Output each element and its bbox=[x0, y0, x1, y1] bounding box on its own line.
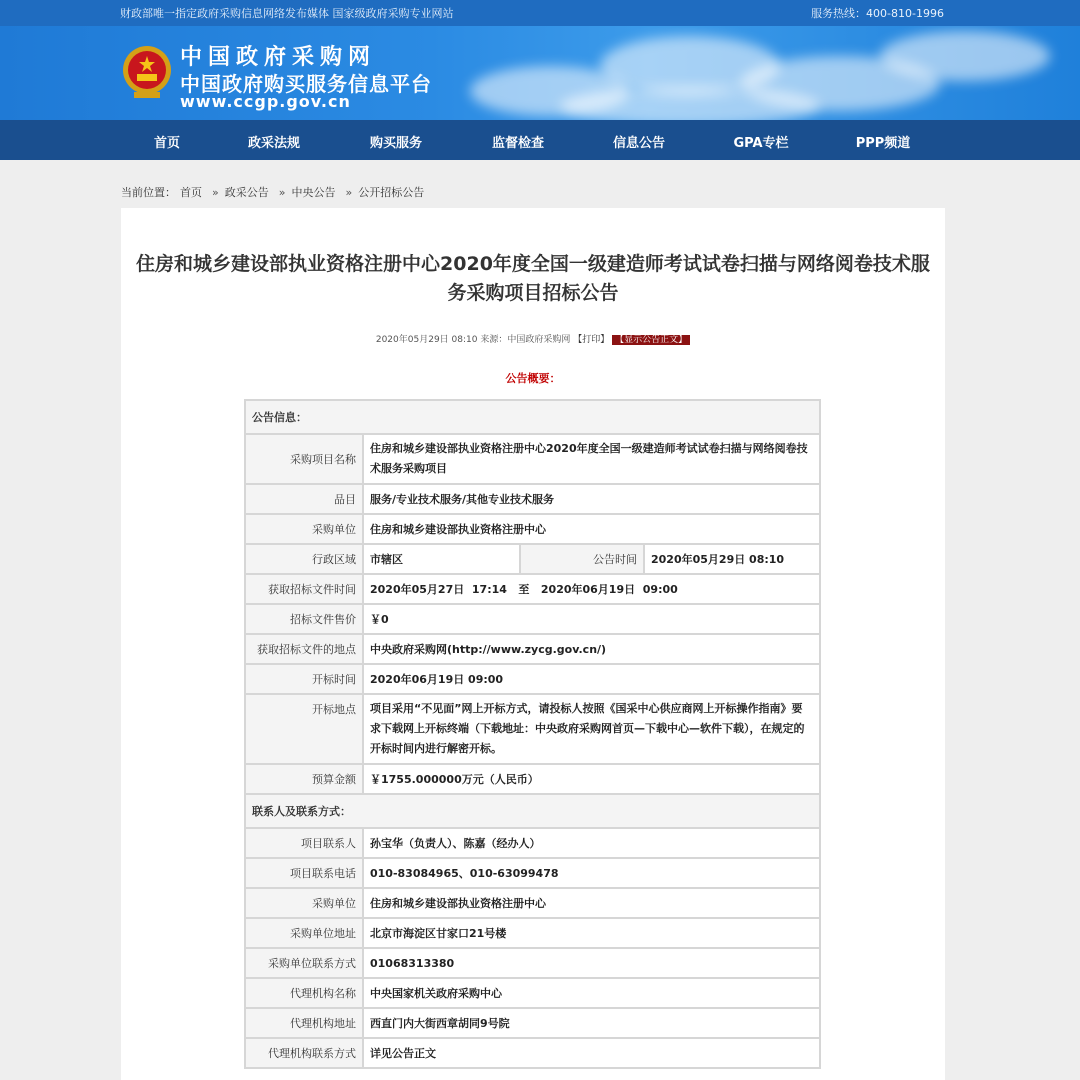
doc-price-value: ￥0 bbox=[363, 604, 820, 634]
contact-phone-value: 010-83084965、010-63099478 bbox=[363, 858, 820, 888]
doc-place-value[interactable]: 中央政府采购网(http://www.zycg.gov.cn/) bbox=[363, 634, 820, 664]
table-row bbox=[245, 978, 820, 1008]
field-label: 采购单位 bbox=[245, 514, 363, 544]
table-row bbox=[245, 828, 820, 858]
open-time-value: 2020年06月19日 09:00 bbox=[363, 664, 820, 694]
table-row bbox=[245, 664, 820, 694]
field-label: 开标时间 bbox=[245, 664, 363, 694]
nav-purchase-services[interactable]: 购买服务 bbox=[369, 136, 423, 151]
site-tagline: 财政部唯一指定政府采购信息网络发布媒体 国家级政府采购专业网站 bbox=[120, 7, 454, 20]
table-row bbox=[245, 604, 820, 634]
logo-title: 中国政府采购网 bbox=[180, 45, 377, 70]
article-title: 住房和城乡建设部执业资格注册中心2020年度全国一级建造师考试试卷扫描与网络阅卷技术服务采购项目招标公告 bbox=[136, 253, 930, 304]
nav-supervision[interactable]: 监督检查 bbox=[491, 136, 545, 151]
field-label: 采购项目名称 bbox=[245, 434, 363, 484]
logo-url: www.ccgp.gov.cn bbox=[180, 92, 351, 111]
purchaser-address-value: 北京市海淀区甘家口21号楼 bbox=[363, 918, 820, 948]
field-label: 开标地点 bbox=[245, 694, 363, 764]
table-row bbox=[245, 888, 820, 918]
table-row bbox=[245, 764, 820, 794]
category-value: 服务/专业技术服务/其他专业技术服务 bbox=[363, 484, 820, 514]
section-announcement-info: 公告信息： bbox=[245, 400, 820, 434]
open-place-value: 项目采用“不见面”网上开标方式，请投标人按照《国采中心供应商网上开标操作指南》要求下载网上开标终端（下载地址：中央政府采购网首页—下载中心—软件下载），在规定的开标时间内进行解密开标。 bbox=[363, 694, 820, 764]
announcement-summary-table bbox=[244, 399, 821, 1069]
table-row bbox=[245, 1008, 820, 1038]
top-bar bbox=[0, 0, 1080, 26]
region-value: 市辖区 bbox=[363, 544, 520, 574]
field-label: 采购单位 bbox=[245, 888, 363, 918]
table-row bbox=[245, 634, 820, 664]
table-row bbox=[245, 434, 820, 484]
table-row bbox=[245, 918, 820, 948]
national-emblem-icon bbox=[120, 40, 174, 102]
purchaser-tel-value: 01068313380 bbox=[363, 948, 820, 978]
budget-value: ￥1755.000000万元（人民币） bbox=[363, 764, 820, 794]
field-label: 项目联系人 bbox=[245, 828, 363, 858]
nav-gpa[interactable]: GPA专栏 bbox=[733, 136, 789, 151]
table-row bbox=[245, 858, 820, 888]
agency-name-value: 中央国家机关政府采购中心 bbox=[363, 978, 820, 1008]
publish-date: 2020年05月29日 08:10 bbox=[375, 335, 478, 345]
table-row bbox=[245, 694, 820, 764]
breadcrumb-separator: » bbox=[345, 186, 353, 199]
field-label: 获取招标文件时间 bbox=[245, 574, 363, 604]
field-label: 招标文件售价 bbox=[245, 604, 363, 634]
table-row bbox=[245, 484, 820, 514]
field-label: 采购单位联系方式 bbox=[245, 948, 363, 978]
table-row bbox=[245, 1038, 820, 1068]
breadcrumb-prefix: 当前位置： bbox=[121, 186, 176, 199]
show-full-text-button[interactable]: 【显示公告正文】 bbox=[612, 335, 690, 345]
agency-tel-value: 详见公告正文 bbox=[363, 1038, 820, 1068]
breadcrumb-central[interactable]: 中央公告 bbox=[291, 186, 336, 199]
publish-time-value: 2020年05月29日 08:10 bbox=[644, 544, 820, 574]
field-label: 项目联系电话 bbox=[245, 858, 363, 888]
main-nav bbox=[0, 120, 1080, 160]
contact-value: 孙宝华（负责人）、陈嘉（经办人） bbox=[363, 828, 820, 858]
site-banner bbox=[0, 26, 1080, 120]
field-label: 品目 bbox=[245, 484, 363, 514]
field-label: 预算金额 bbox=[245, 764, 363, 794]
nav-announcements[interactable]: 信息公告 bbox=[612, 136, 666, 151]
purchaser-contact-value: 住房和城乡建设部执业资格注册中心 bbox=[363, 888, 820, 918]
field-label: 代理机构联系方式 bbox=[245, 1038, 363, 1068]
breadcrumb-separator: » bbox=[278, 186, 286, 199]
breadcrumb-open-tender[interactable]: 公开招标公告 bbox=[358, 186, 425, 199]
service-hotline: 服务热线：400-810-1996 bbox=[811, 7, 944, 20]
breadcrumb-gov-procurement[interactable]: 政采公告 bbox=[224, 186, 269, 199]
nav-regulations[interactable]: 政采法规 bbox=[247, 136, 301, 151]
project-name-value: 住房和城乡建设部执业资格注册中心2020年度全国一级建造师考试试卷扫描与网络阅卷技术服务采购项目 bbox=[363, 434, 820, 484]
purchaser-value: 住房和城乡建设部执业资格注册中心 bbox=[363, 514, 820, 544]
nav-ppp[interactable]: PPP频道 bbox=[855, 136, 911, 151]
field-label: 代理机构地址 bbox=[245, 1008, 363, 1038]
article-meta bbox=[121, 332, 945, 345]
logo-subtitle: 中国政府购买服务信息平台 bbox=[180, 72, 432, 96]
field-label: 采购单位地址 bbox=[245, 918, 363, 948]
print-link[interactable]: 【打印】 bbox=[573, 335, 610, 345]
field-label: 代理机构名称 bbox=[245, 978, 363, 1008]
table-row bbox=[245, 514, 820, 544]
doc-time-value: 2020年05月27日 17:14 至 2020年06月19日 09:00 bbox=[363, 574, 820, 604]
site-logo[interactable] bbox=[180, 40, 432, 111]
breadcrumb-home[interactable]: 首页 bbox=[180, 186, 202, 199]
agency-address-value: 西直门内大街西章胡同9号院 bbox=[363, 1008, 820, 1038]
field-label: 获取招标文件的地点 bbox=[245, 634, 363, 664]
table-row bbox=[245, 544, 820, 574]
nav-home[interactable]: 首页 bbox=[153, 136, 181, 151]
article-panel bbox=[121, 208, 945, 1080]
article-source: 来源：中国政府采购网 bbox=[480, 335, 571, 345]
breadcrumb-separator: » bbox=[212, 186, 219, 199]
table-row bbox=[245, 574, 820, 604]
field-label: 行政区域 bbox=[245, 544, 363, 574]
table-row bbox=[245, 948, 820, 978]
field-label: 公告时间 bbox=[520, 544, 644, 574]
summary-heading: 公告概要： bbox=[505, 372, 561, 385]
section-contacts: 联系人及联系方式： bbox=[245, 794, 820, 828]
breadcrumb bbox=[121, 184, 428, 200]
